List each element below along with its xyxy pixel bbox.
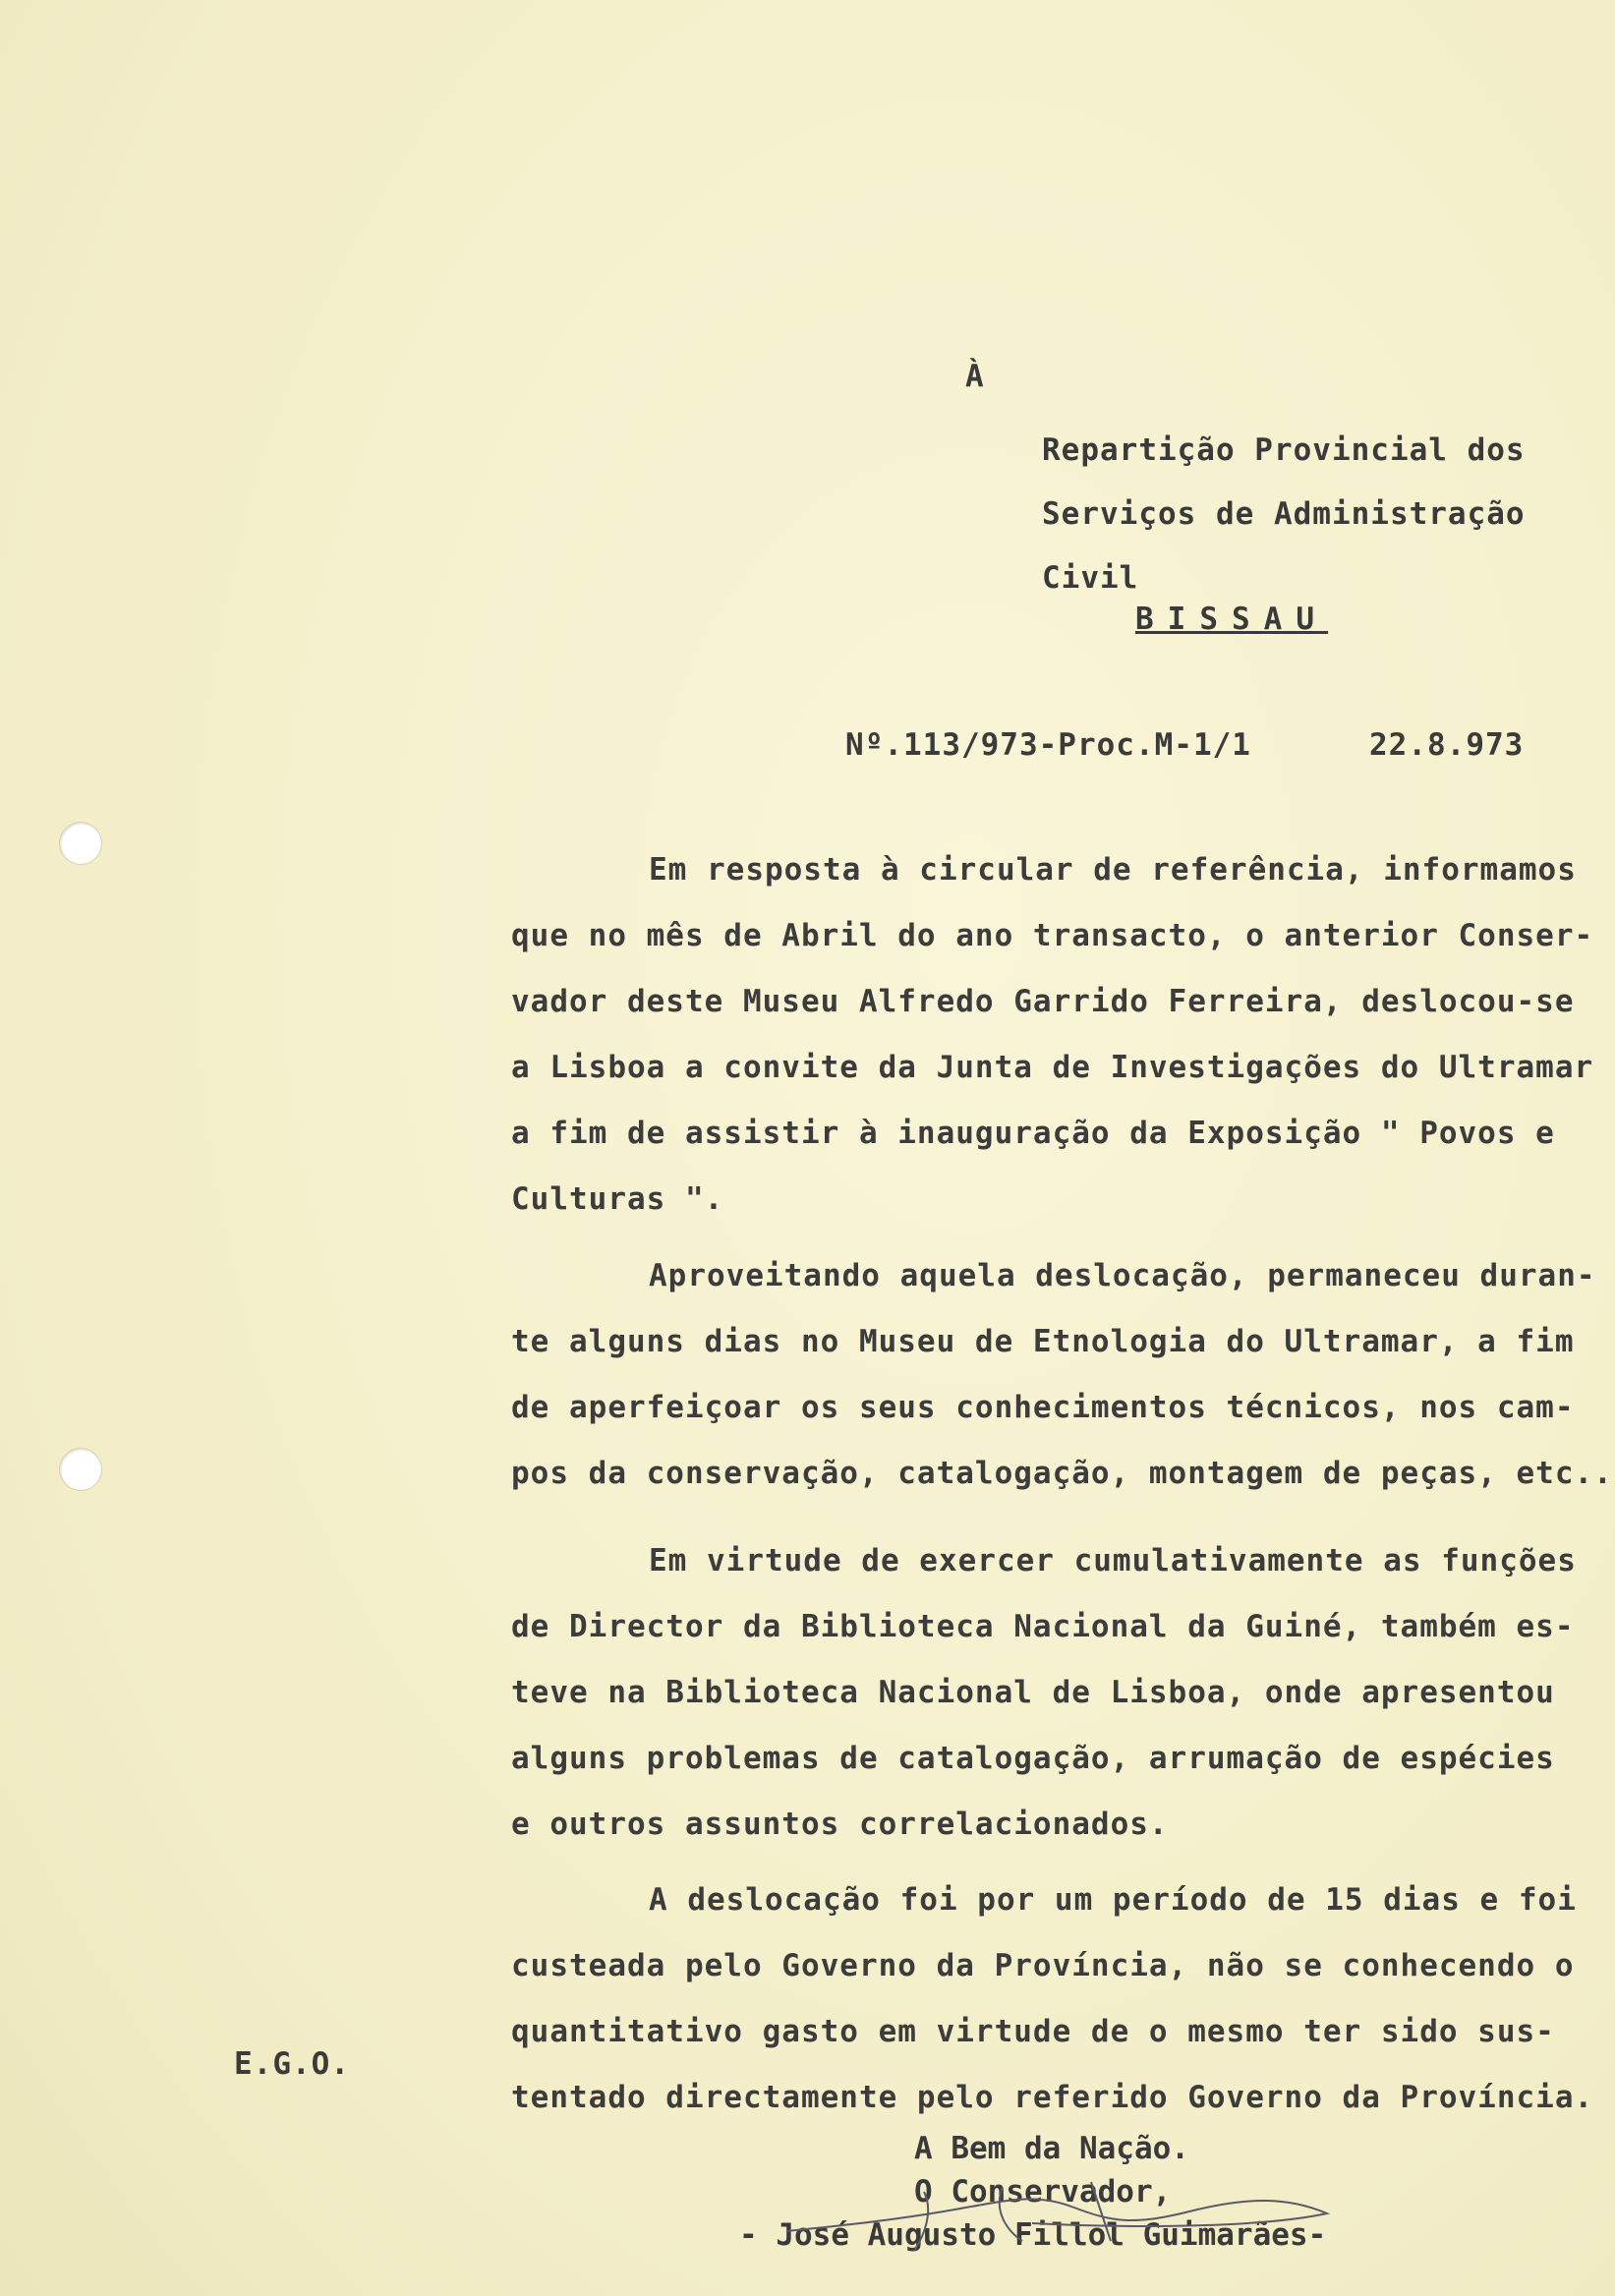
paragraph-line: tentado directamente pelo referido Governo da Província.: [511, 2080, 1594, 2115]
closing-name: - José Augusto Fillol Guimarães-: [739, 2217, 1327, 2253]
paragraph-line: Em virtude de exercer cumulativamente as funções: [649, 1543, 1577, 1578]
paragraph-2: [511, 1243, 1613, 1507]
paragraph-line: a Lisboa a convite da Junta de Investigações do Ultramar: [511, 1050, 1594, 1085]
paragraph-line: te alguns dias no Museu de Etnologia do Ultramar, a fim: [511, 1324, 1575, 1359]
paragraph-line: Em resposta à circular de referência, informamos: [649, 852, 1577, 888]
paragraph-line: teve na Biblioteca Nacional de Lisboa, onde apresentou: [511, 1675, 1555, 1710]
paragraph-line: pos da conservação, catalogação, montagem de peças, etc..: [511, 1456, 1613, 1491]
recipient-line-3: Civil: [1042, 560, 1139, 596]
recipient-city: BISSAU: [1135, 602, 1328, 637]
paragraph-4: [511, 1867, 1592, 2131]
closing-title: O Conservador,: [914, 2174, 1172, 2210]
paragraph-line: Culturas ".: [511, 1181, 724, 1217]
paragraph-line: e outros assuntos correlacionados.: [511, 1807, 1169, 1842]
reference-number: Nº.113/973-Proc.M-1/1: [845, 727, 1251, 763]
punch-hole-top: [59, 822, 102, 865]
paragraph-3: [511, 1528, 1592, 1858]
closing-salutation: A Bem da Nação.: [914, 2131, 1189, 2166]
paragraph-line: que no mês de Abril do ano transacto, o anterior Conser-: [511, 918, 1594, 953]
reference-date: 22.8.973: [1369, 727, 1525, 763]
recipient-prefix: À: [965, 359, 985, 394]
paragraph-line: de Director da Biblioteca Nacional da Guiné, também es-: [511, 1609, 1575, 1644]
paragraph-line: vador deste Museu Alfredo Garrido Ferreira, deslocou-se: [511, 984, 1575, 1019]
paragraph-line: a fim de assistir à inauguração da Exposição " Povos e: [511, 1116, 1555, 1151]
paragraph-line: alguns problemas de catalogação, arrumação de espécies: [511, 1741, 1555, 1776]
paragraph-line: A deslocação foi por um período de 15 dias e foi: [649, 1882, 1577, 1918]
paragraph-1: [511, 837, 1592, 1233]
paragraph-line: custeada pelo Governo da Província, não se conhecendo o: [511, 1948, 1575, 1983]
recipient-line-2: Serviços de Administração: [1042, 496, 1526, 532]
paragraph-line: de aperfeiçoar os seus conhecimentos técnicos, nos cam-: [511, 1390, 1575, 1425]
handwritten-signature-icon: [777, 2172, 1366, 2261]
recipient-line-1: Repartição Provincial dos: [1042, 432, 1526, 468]
paragraph-line: quantitativo gasto em virtude de o mesmo ter sido sus-: [511, 2014, 1555, 2049]
side-note: E.G.O.: [234, 2046, 350, 2082]
punch-hole-bottom: [59, 1448, 102, 1491]
paragraph-line: Aproveitando aquela deslocação, permaneceu duran-: [649, 1258, 1596, 1293]
